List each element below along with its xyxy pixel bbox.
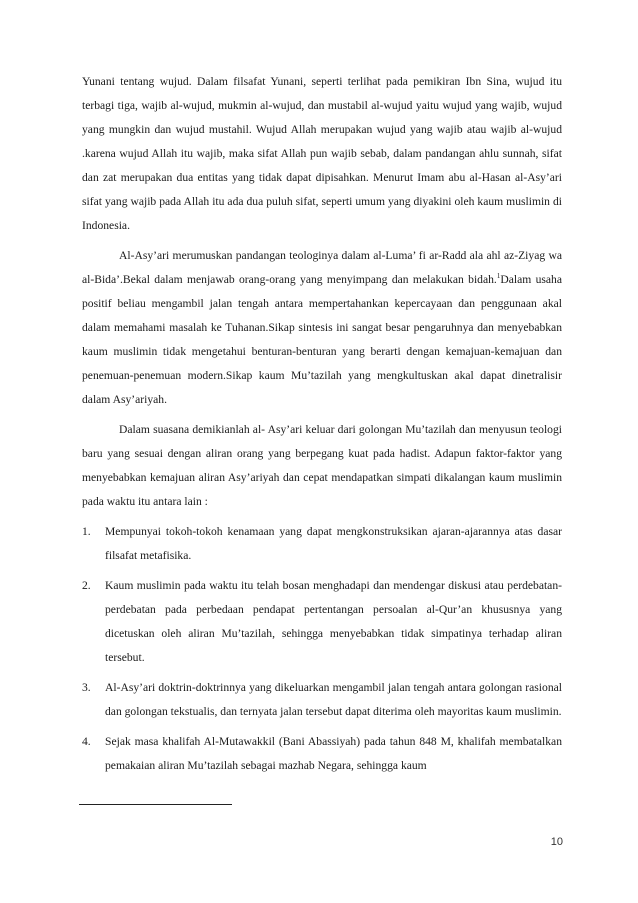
list-text: Mempunyai tokoh-tokoh kenamaan yang dapat mengkonstruksikan ajaran-ajarannya atas dasar filsafat metafisika.: [105, 525, 562, 562]
list-item: [82, 676, 562, 724]
footnote-marker: 1: [496, 272, 501, 281]
paragraph-2-part-1: Al-Asy’ari merumuskan pandangan teologinya dalam al-Luma’ fi ar-Radd ala ahl az-Ziyag wa al-Bida’.Bekal dalam menjawab orang-orang yang menyimpang dan melakukan bidah.: [82, 249, 562, 286]
list-text: Sejak masa khalifah Al-Mutawakkil (Bani Abassiyah) pada tahun 848 M, khalifah membatalkan pemakaian aliran Mu’tazilah sebagai mazhab Negara, sehingga kaum: [105, 735, 562, 772]
list-item: [82, 520, 562, 568]
list-item: [82, 574, 562, 670]
list-item: [82, 730, 562, 778]
paragraph-2: [82, 244, 562, 412]
page-number: 10: [550, 836, 563, 848]
list-text: Kaum muslimin pada waktu itu telah bosan menghadapi dan mendengar diskusi atau perdebatan-perdebatan pada perbedaan pendapat pertentangan persoalan al-Qur’an khususnya yang dicetuskan oleh aliran Mu’tazilah, sehingga menyebabkan tidak simpatinya terhadap aliran tersebut.: [105, 579, 562, 664]
factor-list: [82, 520, 562, 778]
paragraph-1: Yunani tentang wujud. Dalam filsafat Yunani, seperti terlihat pada pemikiran Ibn Sina, wujud itu terbagi tiga, wajib al-wujud, mukmin al-wujud, dan mustabil al-wujud yaitu wujud yang wajib, wujud yang mungkin dan wujud mustahil. Wujud Allah merupakan wujud yang wajib atau wajib al-wujud .karena wujud Allah itu wajib, maka sifat Allah pun wajib sebab, dalam pandangan ahlu sunnah, sifat dan zat merupakan dua entitas yang tidak dapat dipisahkan. Menurut Imam abu al-Hasan al-Asy’ari sifat yang wajib pada Allah itu ada dua puluh sifat, seperti umum yang diyakini oleh kaum muslimin di Indonesia.: [82, 75, 562, 232]
list-number: 4.: [82, 735, 91, 748]
list-text: Al-Asy’ari doktrin-doktrinnya yang dikeluarkan mengambil jalan tengah antara golongan rasional dan golongan tekstualis, dan ternyata jalan tersebut dapat diterima oleh mayoritas kaum muslimin.: [105, 681, 562, 718]
list-number: 2.: [82, 579, 91, 592]
body-text: [82, 70, 562, 778]
list-number: 3.: [82, 681, 91, 694]
paragraph-2-part-2: Dalam usaha positif beliau mengambil jalan tengah antara mempertahankan kepercayaan dan penggunaan akal dalam memahami masalah ke Tuhanan.Sikap sintesis ini sangat besar pengaruhnya dan menyebabkan kaum muslimin tidak mengetahui benturan-benturan yang berarti dengan kemajuan-kemajuan dan penemuan-penemuan modern.Sikap kaum Mu’tazilah yang mengkultuskan akal dapat dinetralisir dalam Asy’ariyah.: [82, 273, 562, 406]
paragraph-3: Dalam suasana demikianlah al- Asy’ari keluar dari golongan Mu’tazilah dan menyusun teologi baru yang sesuai dengan aliran orang yang berpegang kuat pada hadist. Adapun faktor-faktor yang menyebabkan kemajuan aliran Asy’ariyah dan cepat mendapatkan simpati dikalangan kaum muslimin pada waktu itu antara lain :: [82, 423, 562, 508]
list-number: 1.: [82, 525, 91, 538]
footnote-separator: [79, 804, 232, 805]
